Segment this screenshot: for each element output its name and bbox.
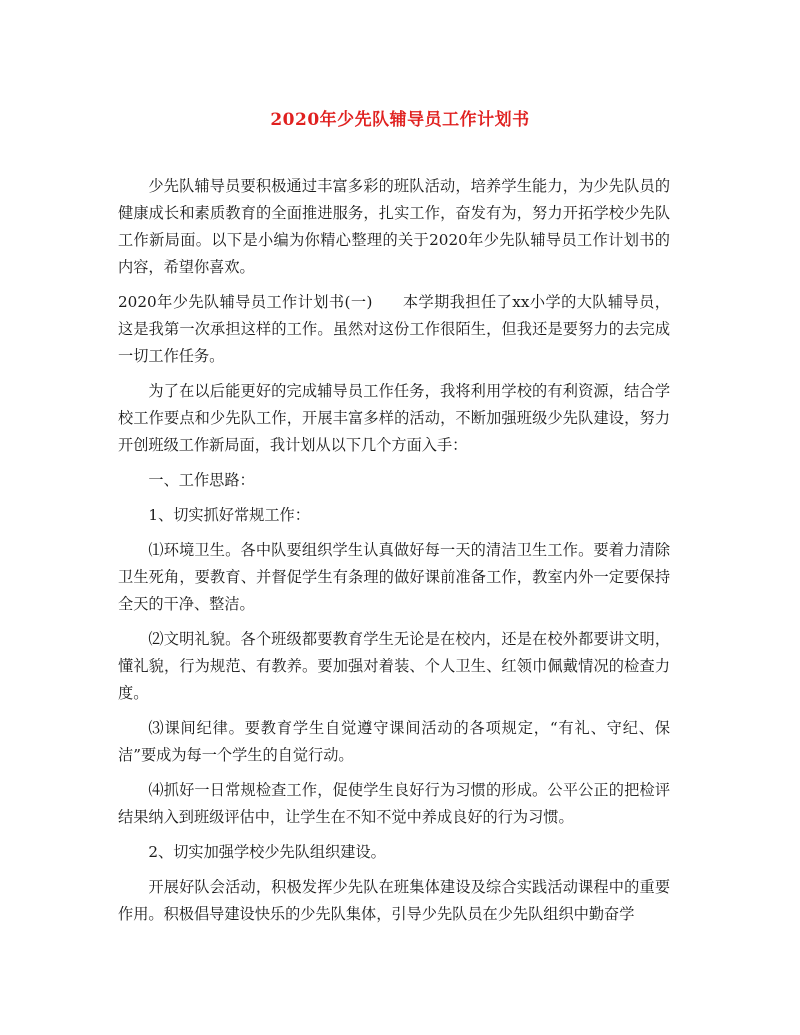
document-body — [118, 173, 670, 930]
item-civility: ⑵文明礼貌。各个班级都要教育学生无论是在校内，还是在校外都要讲文明，懂礼貌，行为规范、有教养。要加强对着装、个人卫生、红领巾佩戴情况的检查力度。 — [118, 630, 670, 702]
item-environment-hygiene: ⑴环境卫生。各中队要组织学生认真做好每一天的清洁卫生工作。要着力清除卫生死角，要教育、并督促学生有条理的做好课前准备工作，教室内外一定要保持全天的干净、整洁。 — [118, 541, 670, 613]
heading-organization-building: 2、切实加强学校少先队组织建设。 — [148, 843, 386, 861]
document-title: 2020年少先队辅导员工作计划书 — [270, 110, 530, 130]
intro-paragraph: 少先队辅导员要积极通过丰富多彩的班队活动，培养学生能力，为少先队员的健康成长和素质教育的全面推进服务，扎实工作，奋发有为，努力开拓学校少先队工作新局面。以下是小编为你精心整理的关于2020年少先队辅导员工作计划书的内容，希望你喜欢。 — [118, 177, 670, 276]
item-break-discipline: ⑶课间纪律。要教育学生自觉遵守课间活动的各项规定，“有礼、守纪、保洁”要成为每一个学生的自觉行动。 — [118, 719, 670, 764]
section-text: 本学期我担任了xx小学的大队辅导员，这是我第一次承担这样的工作。虽然对这份工作很陌生，但我还是要努力的去完成一切工作任务。 — [118, 293, 670, 365]
item-daily-inspection: ⑷抓好一日常规检查工作，促使学生良好行为习惯的形成。公平公正的把检评结果纳入到班级评估中，让学生在不知不觉中养成良好的行为习惯。 — [118, 781, 670, 826]
goal-paragraph: 为了在以后能更好的完成辅导员工作任务，我将利用学校的有利资源，结合学校工作要点和少先队工作，开展丰富多样的活动，不断加强班级少先队建设，努力开创班级工作新局面，我计划从以下几个方面入手： — [118, 382, 670, 454]
section-heading: 2020年少先队辅导员工作计划书(一) — [118, 293, 373, 311]
heading-work-ideas: 一、工作思路： — [148, 471, 255, 489]
last-paragraph: 开展好队会活动，积极发挥少先队在班集体建设及综合实践活动课程中的重要作用。积极倡导建设快乐的少先队集体，引导少先队员在少先队组织中勤奋学 — [118, 878, 670, 923]
section-paragraph — [118, 289, 670, 370]
heading-routine-work: 1、切实抓好常规工作： — [148, 506, 310, 524]
